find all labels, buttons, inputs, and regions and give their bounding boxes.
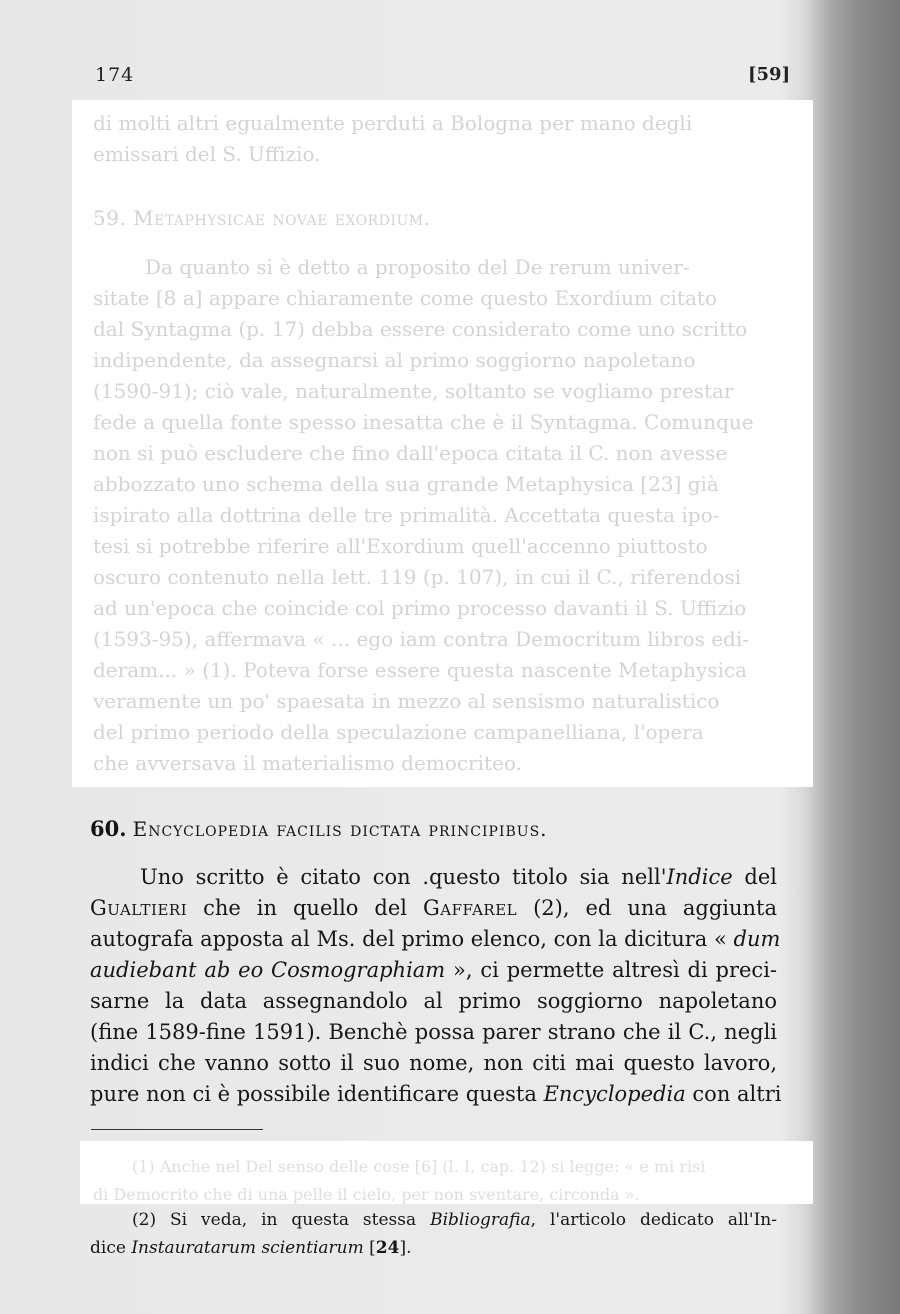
faded-line: del primo periodo della speculazione campanelliana, l'opera [93, 720, 704, 744]
faded-line: emissari del S. Uffizio. [93, 142, 321, 166]
footnote-ref-24: 24 [375, 1238, 400, 1258]
body-line: indici che vanno sotto il suo nome, non citi mai questo lavoro, [90, 1051, 777, 1075]
faded-line: abbozzato uno schema della sua grande Metaphysica [23] già [93, 472, 719, 496]
section-number: 60. [90, 816, 127, 841]
faded-line: fede a quella fonte spesso inesatta che è il Syntagma. Comunque [93, 410, 754, 434]
section-title: Encyclopedia facilis dictata principibus. [132, 817, 548, 841]
faded-footnote-line: (1) Anche nel Del senso delle cose [6] (l. I, cap. 12) si legge: « e mi risi [132, 1157, 706, 1176]
body-line: pure non ci è possibile identificare questa Encyclopedia con altri [90, 1082, 782, 1106]
faded-line: che avversava il materialismo democriteo. [93, 751, 522, 775]
section-heading [90, 816, 548, 841]
body-line: sarne la data assegnandolo al primo soggiorno napoletano [90, 989, 777, 1013]
body-line: autografa apposta al Ms. del primo elenco, con la dicitura « dum [90, 927, 781, 951]
faded-line: sitate [8 a] appare chiaramente come questo Exordium citato [93, 286, 717, 310]
faded-line: ispirato alla dottrina delle tre primalità. Accettata questa ipo- [93, 503, 720, 527]
faded-line: tesi si potrebbe riferire all'Exordium quell'accenno piuttosto [93, 534, 708, 558]
faded-line: di molti altri egualmente perduti a Bologna per mano degli [93, 111, 693, 135]
body-line: audiebant ab eo Cosmographiam », ci permette altresì di preci- [90, 958, 778, 982]
faded-heading-59: 59. Metaphysicae novae exordium. [93, 206, 431, 230]
body-line: (fine 1589-fine 1591). Benchè possa parer strano che il C., negli [90, 1020, 777, 1044]
faded-line: oscuro contenuto nella lett. 119 (p. 107), in cui il C., riferendosi [93, 565, 742, 589]
faded-footnote-line: di Democrito che di una pelle il cielo, per non sventare, circonda ». [93, 1185, 640, 1204]
faded-line: deram... » (1). Poteva forse essere questa nascente Metaphysica [93, 658, 748, 682]
faded-line: (1593-95), affermava « ... ego iam contra Democritum libros edi- [93, 627, 750, 651]
faded-line: Da quanto si è detto a proposito del De rerum univer- [145, 255, 690, 279]
faded-line: dal Syntagma (p. 17) debba essere considerato come uno scritto [93, 317, 748, 341]
faded-line: veramente un po' spaesata in mezzo al sensismo naturalistico [93, 689, 720, 713]
footnote-divider [91, 1129, 263, 1130]
body-line: Gualtieri che in quello del Gaffarel (2), ed una aggiunta [90, 896, 777, 920]
faded-line: non si può escludere che fino dall'epoca citata il C. non avesse [93, 441, 728, 465]
faded-line: ad un'epoca che coincide col primo processo davanti il S. Uffizio [93, 596, 747, 620]
footnote-line: (2) Si veda, in questa stessa Bibliografia, l'articolo dedicato all'In- [132, 1210, 777, 1230]
author-gaffarel: Gaffarel [422, 896, 518, 920]
faded-line: indipendente, da assegnarsi al primo soggiorno napoletano [93, 348, 696, 372]
page-number: 174 [95, 64, 135, 86]
footnote-line: dice Instauratarum scientiarum [24]. [90, 1238, 412, 1258]
author-gualtieri: Gualtieri [90, 896, 188, 920]
body-line: Uno scritto è citato con .questo titolo sia nell'Indice del [140, 865, 778, 889]
faded-line: (1590-91); ciò vale, naturalmente, soltanto se vogliamo prestar [93, 379, 734, 403]
entry-reference: [59] [748, 64, 791, 85]
